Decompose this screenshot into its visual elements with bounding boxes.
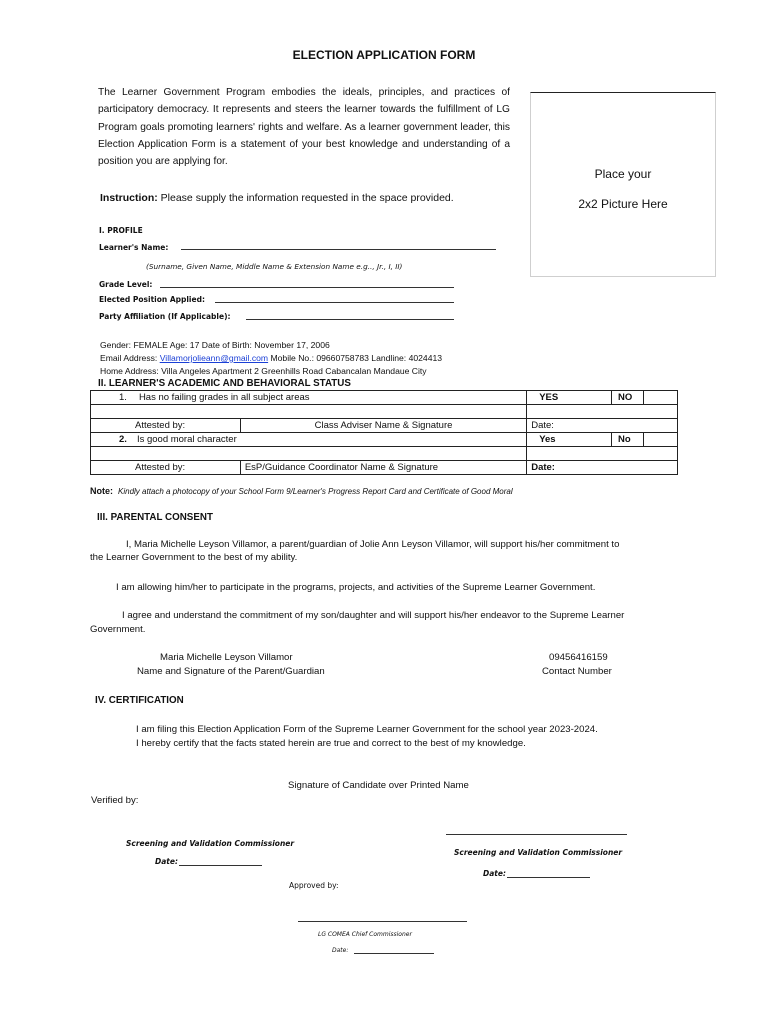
elected-position-label: Elected Position Applied: xyxy=(99,295,205,304)
instruction xyxy=(100,192,454,204)
note xyxy=(90,486,513,496)
blank-cell xyxy=(91,405,527,419)
certification-line2: I hereby certify that the facts stated herein are true and correct to the best of my knowledge. xyxy=(136,738,526,749)
photo-label-line2: 2x2 Picture Here xyxy=(578,197,668,211)
yes2-cell: Yes xyxy=(527,433,612,447)
table-row xyxy=(91,391,678,405)
blank-cell xyxy=(527,405,678,419)
status-table xyxy=(90,390,678,475)
status-heading: II. LEARNER'S ACADEMIC AND BEHAVIORAL STATUS xyxy=(98,378,351,389)
no2-cell: No xyxy=(612,433,644,447)
guidance-coordinator-signature[interactable]: EsP/Guidance Coordinator Name & Signature xyxy=(240,461,526,475)
parent-signature-label: Name and Signature of the Parent/Guardian xyxy=(137,666,325,677)
item1-cell xyxy=(91,391,527,405)
home-address: Home Address: Villa Angeles Apartment 2 Greenhills Road Cabancalan Mandaue City xyxy=(100,366,427,376)
mobile-landline: Mobile No.: 09660758783 Landline: 4024413 xyxy=(268,353,443,363)
consent-heading: III. PARENTAL CONSENT xyxy=(97,512,213,523)
class-adviser-signature[interactable]: Class Adviser Name & Signature xyxy=(240,419,526,433)
contact-line xyxy=(100,353,442,363)
item2-number: 2. xyxy=(119,434,127,445)
consent-line1: I, Maria Michelle Leyson Villamor, a parent/guardian of Jolie Ann Leyson Villamor, will support his/her commitment to xyxy=(126,539,620,550)
photo-label-line1: Place your xyxy=(594,167,652,181)
commissioner2-signature-line[interactable] xyxy=(446,834,627,835)
consent-line3: I am allowing him/her to participate in the programs, projects, and activities of the Supreme Learner Government. xyxy=(116,582,596,593)
email-label: Email Address: xyxy=(100,353,160,363)
table-row xyxy=(91,461,678,475)
chief-signature-line[interactable] xyxy=(298,921,467,922)
consent-line2: the Learner Government to the best of my ability. xyxy=(90,552,298,563)
chief-date-field[interactable] xyxy=(354,953,434,954)
consent-line4: I agree and understand the commitment of my son/daughter and will support his/her endeavor to the Supreme Learner xyxy=(122,610,625,621)
profile-heading: I. PROFILE xyxy=(99,226,143,235)
learner-name-label: Learner's Name: xyxy=(99,243,169,252)
consent-line5: Government. xyxy=(90,624,146,635)
table-row xyxy=(91,433,678,447)
learner-name-field[interactable] xyxy=(181,249,496,250)
no1-cell: NO xyxy=(612,391,644,405)
email-link[interactable]: Villamorjolieann@gmail.com xyxy=(159,353,269,363)
blank-cell xyxy=(91,447,527,461)
blank-cell xyxy=(527,447,678,461)
gender-age-birth: Gender: FEMALE Age: 17 Date of Birth: November 17, 2006 xyxy=(100,340,330,350)
chief-date-label: Date: xyxy=(332,947,349,954)
no2-check[interactable] xyxy=(644,433,678,447)
instruction-label: Instruction: xyxy=(100,192,158,204)
item1-text: Has no failing grades in all subject areas xyxy=(138,392,310,403)
parent-name: Maria Michelle Leyson Villamor xyxy=(160,652,293,663)
commissioner2-date-field[interactable] xyxy=(507,877,590,878)
instruction-text: Please supply the information requested in the space provided. xyxy=(157,192,454,204)
chief-commissioner-label: LG COMEA Chief Commissioner xyxy=(318,931,412,938)
yes1-cell: YES xyxy=(527,391,612,405)
note-text: Kindly attach a photocopy of your School Form 9/Learner's Progress Report Card and Certificate of Good Moral xyxy=(118,487,513,496)
table-row xyxy=(91,447,678,461)
commissioner1-label: Screening and Validation Commissioner xyxy=(126,839,295,848)
table-row xyxy=(91,405,678,419)
item1-number: 1. xyxy=(119,392,127,403)
item2-text: Is good moral character xyxy=(136,434,237,445)
commissioner1-date-field[interactable] xyxy=(179,865,262,866)
name-format-hint: (Surname, Given Name, Middle Name & Extension Name e.g.., Jr., I, II) xyxy=(146,262,403,271)
commissioner2-date-label: Date: xyxy=(483,869,506,878)
no1-check[interactable] xyxy=(644,391,678,405)
party-affiliation-label: Party Affiliation (If Applicable): xyxy=(99,312,231,321)
commissioner1-date-label: Date: xyxy=(155,857,178,866)
certification-heading: IV. CERTIFICATION xyxy=(95,695,184,706)
candidate-signature-label: Signature of Candidate over Printed Name xyxy=(288,780,469,791)
date2-cell[interactable]: Date: xyxy=(527,461,678,475)
certification-line1: I am filing this Election Application Form of the Supreme Learner Government for the school year 2023-2024. xyxy=(136,724,598,735)
grade-level-label: Grade Level: xyxy=(99,280,153,289)
form-title: ELECTION APPLICATION FORM xyxy=(292,48,476,62)
note-label: Note: xyxy=(90,486,113,496)
commissioner2-label: Screening and Validation Commissioner xyxy=(454,848,623,857)
item2-cell xyxy=(91,433,527,447)
date1-cell[interactable]: Date: xyxy=(527,419,678,433)
attested1-label: Attested by: xyxy=(91,419,241,433)
party-affiliation-field[interactable] xyxy=(246,319,454,320)
parent-contact-number: 09456416159 xyxy=(549,652,608,663)
photo-placeholder-box xyxy=(530,92,716,277)
intro-paragraph: The Learner Government Program embodies the ideals, principles, and practices of participatory democracy. It represents and steers the learner towards the fulfillment of LG Program goals promoting learners' rights and welfare. As a learner government leader, this Election Application Form is a statement of your best knowledge and understanding of a position you are applying for. xyxy=(98,87,510,168)
grade-level-field[interactable] xyxy=(160,287,454,288)
elected-position-field[interactable] xyxy=(215,302,454,303)
approved-by-label: Approved by: xyxy=(289,881,339,890)
verified-by-label: Verified by: xyxy=(91,795,139,806)
attested2-label: Attested by: xyxy=(91,461,241,475)
contact-number-label: Contact Number xyxy=(542,666,612,677)
table-row xyxy=(91,419,678,433)
